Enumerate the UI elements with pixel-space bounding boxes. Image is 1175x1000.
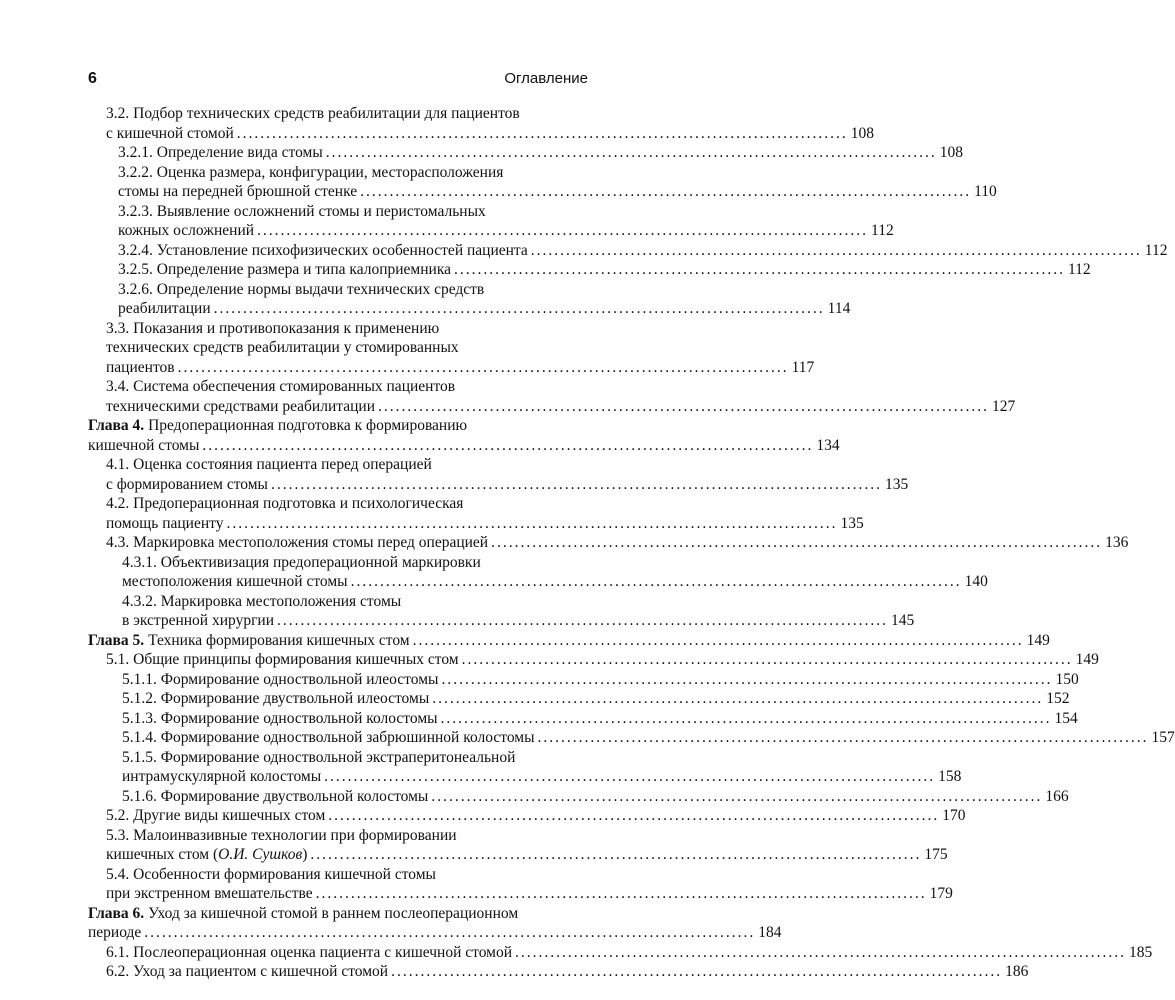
running-title: Оглавление (504, 70, 588, 87)
toc-page-4-2: 135 (840, 514, 864, 532)
toc-entry-5-1-6: 5.1.6. Формирование двуствольной колостомы ........................................................................................................ 166 (122, 787, 1069, 805)
toc-page-3-2-4: 112 (1144, 241, 1168, 259)
toc-page-5-1: 149 (1075, 651, 1099, 668)
toc-page-ch5: 149 (1026, 631, 1050, 649)
dot-leader: ........................................................................................................ (432, 690, 1044, 707)
toc-chapter-6: Глава 6. Уход за кишечной стомой в раннем послеоперационном (88, 904, 519, 922)
toc-entry-5-1-5: 5.1.5. Формирование одноствольной экстраперитонеальной (122, 748, 516, 766)
toc-page-3-2-3: 112 (871, 222, 894, 239)
toc-page-5-1-3: 154 (1054, 709, 1078, 727)
toc-page-5-1-2: 152 (1046, 690, 1070, 707)
chapter-label: Глава 6. (88, 904, 145, 922)
toc-page-3-2-6: 114 (827, 300, 851, 317)
dot-leader: ........................................................................................................ (213, 300, 825, 317)
chapter-label: Глава 5. (88, 631, 145, 649)
dot-leader: ........................................................................................................ (530, 241, 1142, 259)
toc-page-6-1: 185 (1129, 943, 1153, 961)
toc-entry-5-3: 5.3. Малоинвазивные технологии при формировании (106, 826, 457, 844)
dot-leader: ........................................................................................................ (378, 397, 989, 415)
toc-entry-5-1: 5.1. Общие принципы формирования кишечных стом ........................................................................................................ 149 (106, 651, 1099, 668)
toc-entry-3-2-4: 3.2.4. Установление психофизических особенностей пациента ........................................................................................................ 112 (118, 241, 1168, 259)
toc-entry-5-2: 5.2. Другие виды кишечных стом ........................................................................................................ 170 (106, 807, 966, 824)
toc-page-3-2-5: 112 (1068, 261, 1091, 278)
toc-entry-3-3: 3.3. Показания и противопоказания к применению (106, 319, 440, 337)
toc-page-3-2-1: 108 (939, 144, 964, 161)
page-number: 6 (88, 70, 97, 87)
toc-page-4-1: 135 (884, 475, 909, 493)
toc-entry-5-1-2: 5.1.2. Формирование двуствольной илеостомы ........................................................................................................ 152 (122, 690, 1070, 707)
table-of-contents: 3.2. Подбор технических средств реабилитации для пациентов с кишечной стомой ........................................................................................................ 108 3.2.1. Определение вида стомы ........................................................................................................ 108 3.2.2. Оценка размера, конфигурации, месторасположения стомы на передней брюшной стенке ........................................................................................................ 110 3.2.3. Выявление осложнений стомы и перистомальных кожных осложнений ........................................................................................................ 112 3.2.4. Установление психофизических особенностей пациента ........................................................................................................ 112 3.2.5. Определение размера и типа калоприемника ........................................................................................................ 112 3.2.6. Определение нормы выдачи технических средств реабилитации ........................................................................................................ 114 3.3. Показания и противопоказания к применению технических средств реабилитации у стомированных пациентов ........................................................................................................ 117 3.4. Система обеспечения стомированных пациентов техническими средствами реабилитации ........................................................................................................ 127 Глава 4. Предоперационная подготовка к формированию кишечной стомы ........................................................................................................ 134 4.1. Оценка состояния пациента перед операцией с формированием стомы ........................................................................................................ 135 4.2. Предоперационная подготовка и психологическая помощь пациенту ........................................................................................................ 135 4.3. Маркировка местоположения стомы перед операцией ........................................................................................................ 136 4.3.1. Объективизация предоперационной маркировки местоположения кишечной стомы ........................................................................................................ 140 4.3.2. Маркировка местоположения стомы в экстренной хирургии ........................................................................................................ 145 Глава 5. Техника формирования кишечных стом ........................................................................................................ 149 5.1. Общие принципы формирования кишечных стом ........................................................................................................ 149 5.1.1. Формирование одноствольной илеостомы ........................................................................................................ 150 5.1.2. Формирование двуствольной илеостомы ........................................................................................................ 152 5.1.3. Формирование одноствольной колостомы ........................................................................................................ 154 5.1.4. Формирование одноствольной забрюшинной колостомы ........................................................................................................ 157 5.1.5. Формирование одноствольной экстраперитонеальной интрамускулярной колостомы ........................................................................................................ 158 5.1.6. Формирование двуствольной колостомы ........................................................................................................ 166 5.2. Другие виды кишечных стом ........................................................................................................ 170 5.3. Малоинвазивные технологии при формировании кишечных стом (О.И. Сушков) ........................................................................................................ 175 5.4. Особенности формирования кишечной стомы при экстренном вмешательстве ........................................................................................................ 179 Глава 6. Уход за кишечной стомой в раннем послеоперационном периоде ........................................................................................................ 184 6.1. Послеоперационная оценка пациента с кишечной стомой ........................................................................................................ 185 6.2. Уход за пациентом с кишечной стомой ........................................................................................................ 186 (88, 105, 1175, 980)
toc-entry-3-2-5: 3.2.5. Определение размера и типа калоприемника ........................................................................................................ 112 (118, 261, 1091, 278)
dot-leader: ........................................................................................................ (391, 963, 1003, 980)
dot-leader: ........................................................................................................ (328, 807, 940, 824)
dot-leader: ........................................................................................................ (226, 514, 838, 532)
dot-leader: ........................................................................................................ (350, 573, 962, 590)
toc-entry-3-4: 3.4. Система обеспечения стомированных пациентов (106, 378, 456, 395)
toc-page-4-3-2: 145 (891, 612, 915, 629)
toc-entry-5-1-4: 5.1.4. Формирование одноствольной забрюшинной колостомы ........................................................................................................ 157 (122, 729, 1175, 746)
toc-page-3-2: 108 (850, 124, 875, 142)
toc-page-3-2-2: 110 (974, 183, 997, 200)
author-name: О.И. Сушков (218, 846, 303, 863)
toc-page-ch6: 184 (758, 924, 782, 941)
dot-leader: ........................................................................................................ (431, 787, 1043, 805)
toc-page-4-3: 136 (1105, 534, 1129, 551)
toc-entry-3-2-6: 3.2.6. Определение нормы выдачи технических средств (118, 280, 485, 298)
dot-leader: ........................................................................................................ (144, 924, 756, 941)
dot-leader: ........................................................................................................ (412, 631, 1024, 649)
toc-entry-6-1: 6.1. Послеоперационная оценка пациента с кишечной стомой ........................................................................................................ 185 (106, 943, 1153, 961)
toc-entry-3-2-3: 3.2.3. Выявление осложнений стомы и перистомальных (118, 202, 486, 220)
dot-leader: ........................................................................................................ (257, 222, 869, 239)
chapter-label: Глава 4. (88, 417, 145, 434)
dot-leader: ........................................................................................................ (440, 709, 1052, 727)
toc-page-5-1-5: 158 (938, 768, 962, 785)
toc-page-5-1-4: 157 (1151, 729, 1175, 746)
toc-page-6-2: 186 (1005, 963, 1029, 980)
toc-page-ch4: 134 (816, 436, 840, 454)
dot-leader: ........................................................................................................ (461, 651, 1073, 668)
dot-leader: ........................................................................................................ (441, 670, 1053, 688)
page-header (88, 70, 588, 94)
toc-chapter-4: Глава 4. Предоперационная подготовка к формированию (88, 417, 468, 434)
dot-leader: ........................................................................................................ (177, 358, 789, 376)
toc-entry-6-2: 6.2. Уход за пациентом с кишечной стомой ........................................................................................................ 186 (106, 963, 1029, 980)
dot-leader: ........................................................................................................ (277, 612, 889, 629)
toc-page-5-4: 179 (929, 885, 953, 902)
toc-page-5-2: 170 (942, 807, 966, 824)
dot-leader: ........................................................................................................ (315, 885, 927, 902)
dot-leader: ........................................................................................................ (454, 261, 1065, 278)
dot-leader: ........................................................................................................ (310, 846, 922, 863)
toc-page-5-3: 175 (924, 846, 948, 863)
toc-entry-4-2: 4.2. Предоперационная подготовка и психологическая (106, 495, 464, 512)
toc-page-5-1-1: 150 (1055, 670, 1079, 688)
dot-leader: ........................................................................................................ (325, 144, 937, 161)
toc-entry-3-2-1: 3.2.1. Определение вида стомы ........................................................................................................ 108 (118, 144, 964, 161)
dot-leader: ........................................................................................................ (202, 436, 814, 454)
toc-entry-3-2: 3.2. Подбор технических средств реабилитации для пациентов (106, 105, 520, 122)
toc-page-5-1-6: 166 (1045, 787, 1069, 805)
dot-leader: ........................................................................................................ (515, 943, 1127, 961)
dot-leader: ........................................................................................................ (324, 768, 936, 785)
dot-leader: ........................................................................................................ (270, 475, 882, 493)
toc-entry-5-1-3: 5.1.3. Формирование одноствольной колостомы ........................................................................................................ 154 (122, 709, 1078, 727)
toc-page-3-4: 127 (992, 397, 1016, 415)
toc-entry-4-3-2: 4.3.2. Маркировка местоположения стомы (122, 592, 402, 610)
toc-entry-5-1-1: 5.1.1. Формирование одноствольной илеостомы ........................................................................................................ 150 (122, 670, 1079, 688)
toc-entry-3-2-2: 3.2.2. Оценка размера, конфигурации, месторасположения (118, 163, 504, 181)
toc-entry-5-4: 5.4. Особенности формирования кишечной стомы (106, 865, 436, 883)
dot-leader: ........................................................................................................ (537, 729, 1149, 746)
toc-entry-4-3-1: 4.3.1. Объективизация предоперационной маркировки (122, 553, 481, 571)
toc-entry-4-3: 4.3. Маркировка местоположения стомы перед операцией ........................................................................................................ 136 (106, 534, 1129, 551)
dot-leader: ........................................................................................................ (360, 183, 972, 200)
toc-entry-4-1: 4.1. Оценка состояния пациента перед операцией (106, 456, 432, 473)
toc-page-4-3-1: 140 (964, 573, 988, 590)
toc-page-3-3: 117 (791, 358, 815, 376)
dot-leader: ........................................................................................................ (491, 534, 1103, 551)
dot-leader: ........................................................................................................ (236, 124, 848, 142)
toc-chapter-5: Глава 5. Техника формирования кишечных стом ........................................................................................................ 149 (88, 631, 1050, 649)
